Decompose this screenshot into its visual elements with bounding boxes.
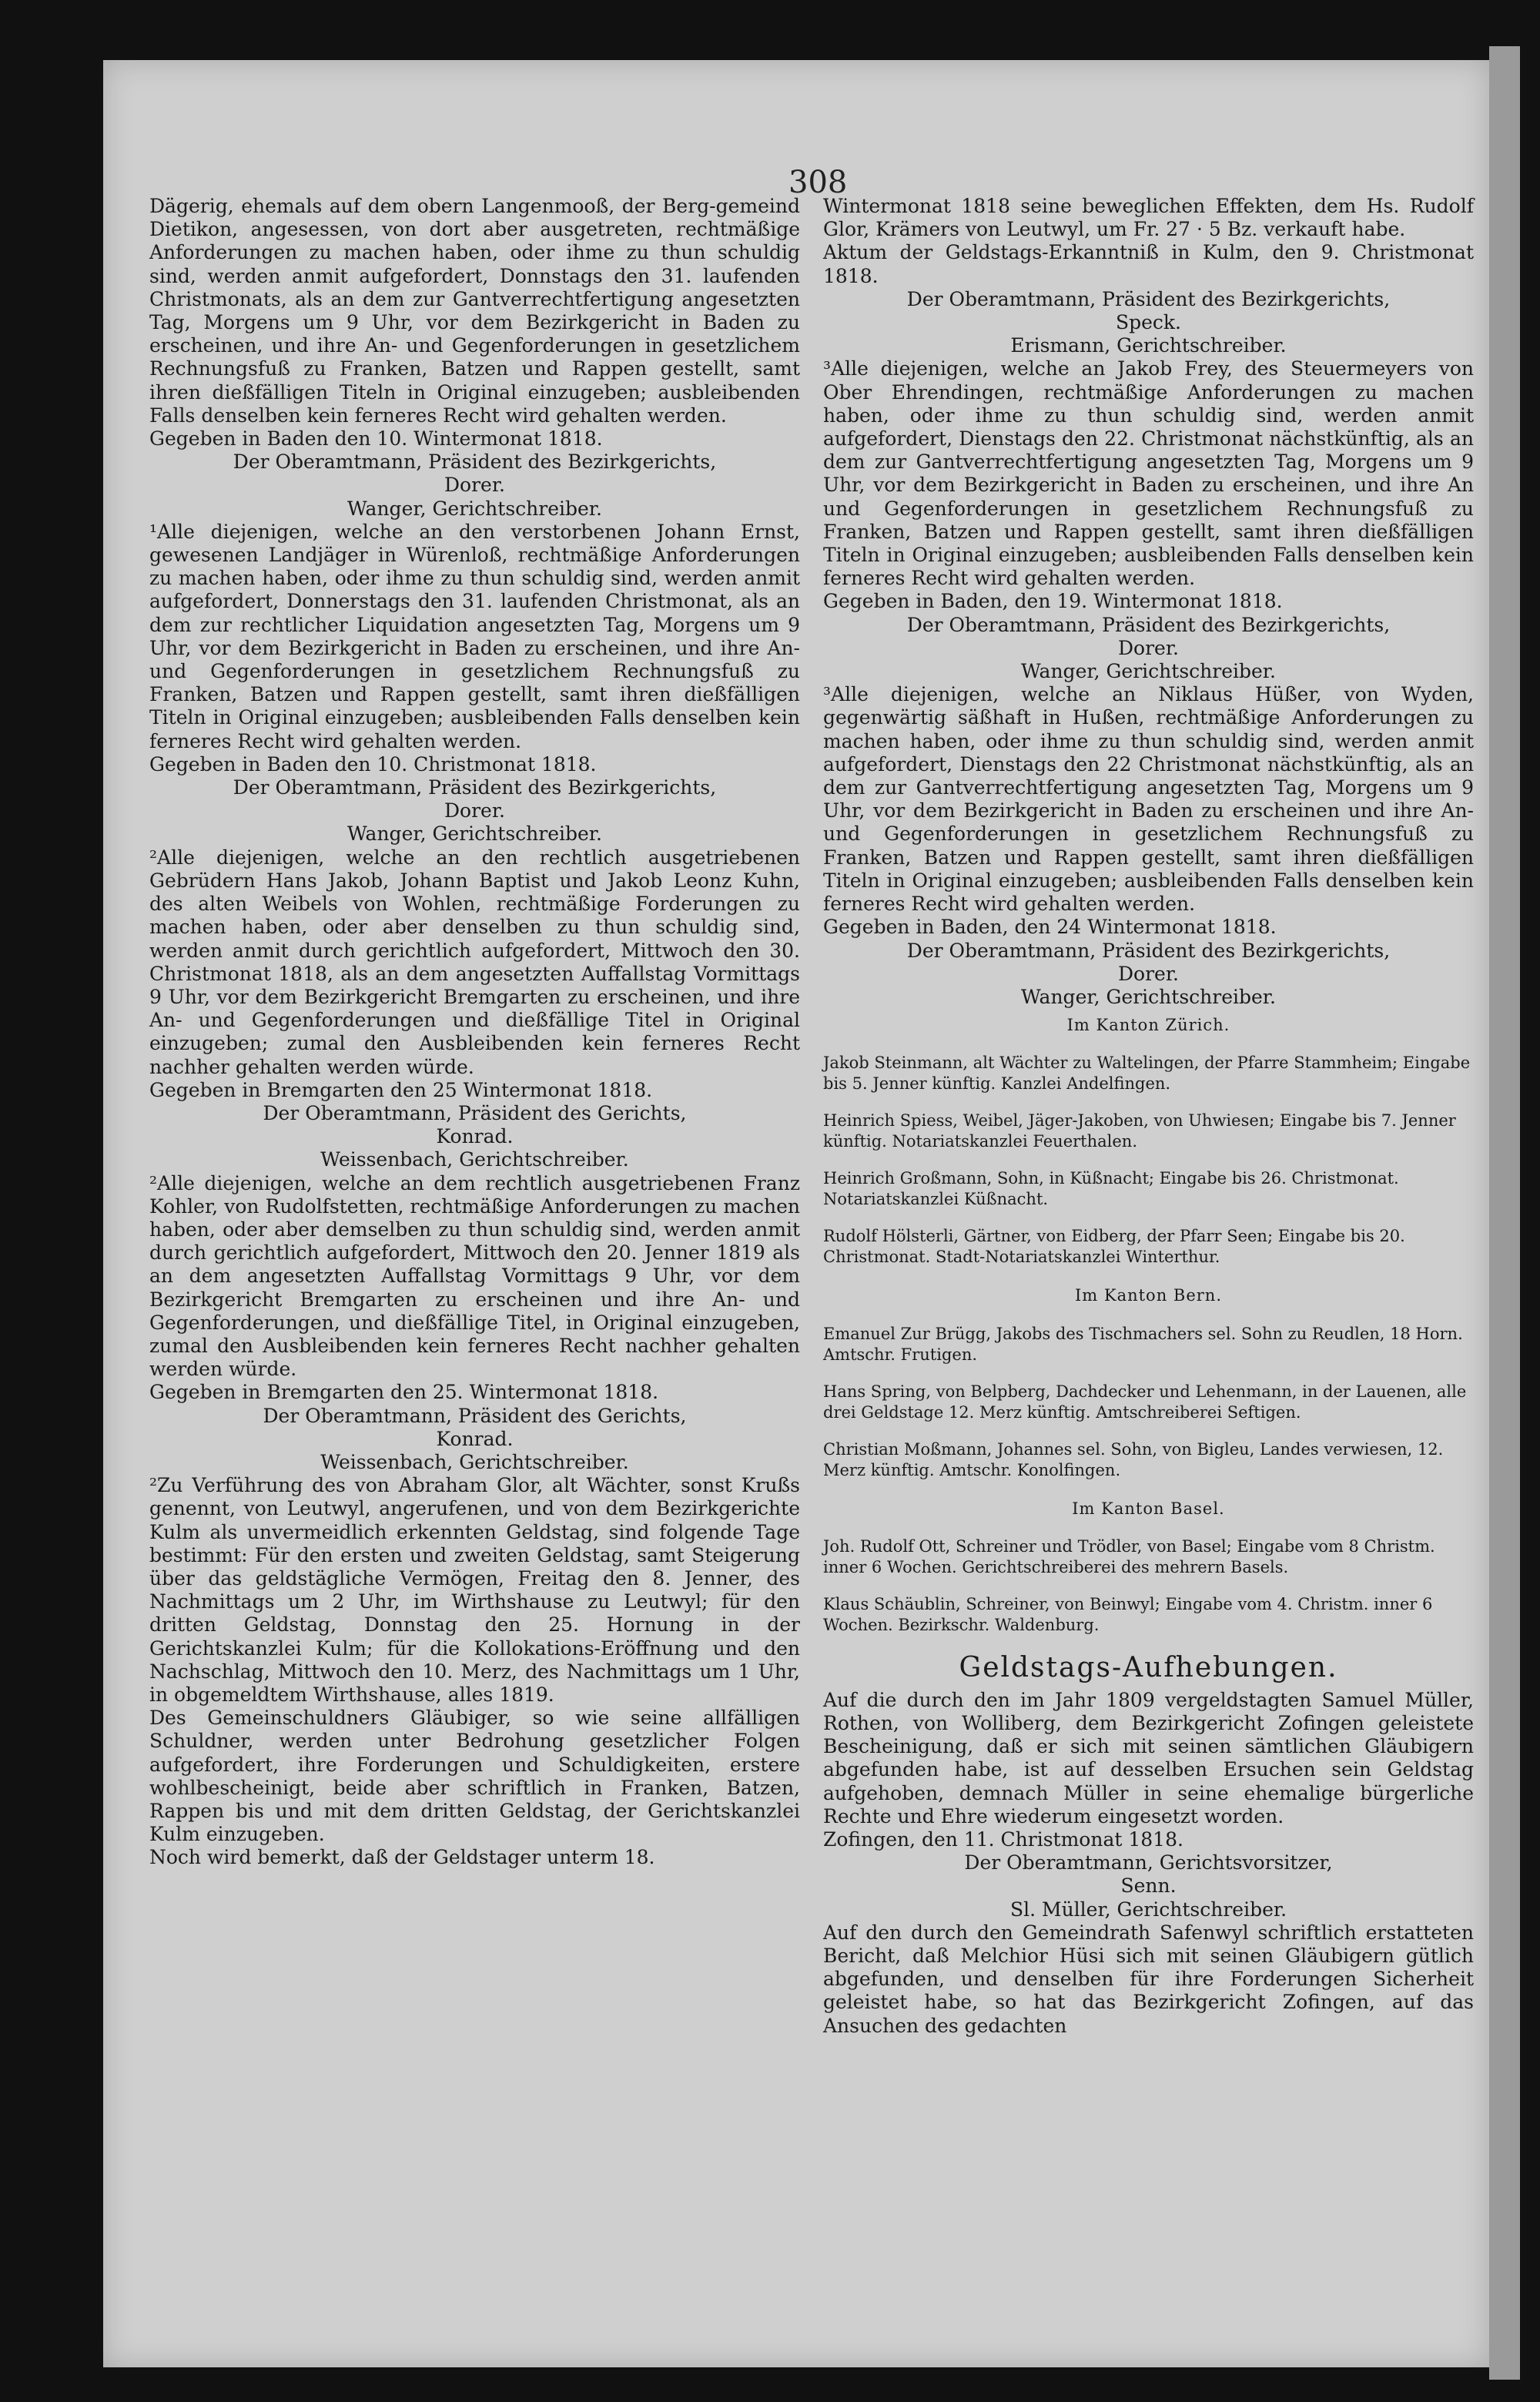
left-block-4: Wanger, Gerichtschreiber.	[347, 497, 602, 520]
right-block-26: Klaus Schäublin, Schreiner, von Beinwyl; Eingabe vom 4. Christm. inner 6 Wochen. Bezirkschr. Waldenburg.	[823, 1594, 1433, 1634]
right-block-14: Wanger, Gerichtschreiber.	[1021, 985, 1276, 1008]
right-block-13: Dorer.	[1118, 962, 1179, 985]
right-block-5: ³Alle diejenigen, welche an Jakob Frey, des Steuermeyers von Ober Ehrendingen, rechtmäßige Anforderungen zu machen haben, oder ihme zu thun schuldig sind, werden anmit aufgefordert, Dienstags den 22. Christmonat nächstkünftig, als an dem zur Gantverrechtfertigung angesetzten Tag, Morgens um 9 Uhr, vor dem Bezirkgericht in Baden zu erscheinen, und ihre An und Gegenforderungen in gesetzlichem Rechnungsfuß zu Franken, Batzen und Rappen gestellt, samt ihren dießfälligen Titeln in Original einzugeben; ausbleibenden Falls denselben kein ferneres Recht wird gehalten werden.	[823, 357, 1474, 590]
left-block-12: Der Oberamtmann, Präsident des Gerichts,	[263, 1101, 687, 1124]
left-block-9: Wanger, Gerichtschreiber.	[347, 822, 602, 846]
left-block-13: Konrad.	[436, 1125, 514, 1148]
right-block-4: Erismann, Gerichtschreiber.	[1010, 334, 1287, 357]
right-block-30: Der Oberamtmann, Gerichtsvorsitzer,	[964, 1851, 1333, 1874]
right-block-29: Zofingen, den 11. Christmonat 1818.	[823, 1827, 1183, 1851]
left-block-17: Der Oberamtmann, Präsident des Gerichts,	[263, 1404, 687, 1427]
right-block-15: Im Kanton Zürich.	[1066, 1016, 1230, 1035]
left-block-18: Konrad.	[436, 1427, 514, 1450]
right-block-31: Senn.	[1120, 1874, 1177, 1898]
left-block-19: Weissenbach, Gerichtschreiber.	[320, 1450, 629, 1473]
right-block-8: Dorer.	[1118, 636, 1179, 659]
right-block-22: Hans Spring, von Belpberg, Dachdecker und Lehenmann, in der Lauenen, alle drei Geldstage 12. Merz künftig. Amtschreiberei Seftigen.	[823, 1382, 1467, 1422]
left-block-5: ¹Alle diejenigen, welche an den verstorbenen Johann Ernst, gewesenen Landjäger in Würenloß, rechtmäßige Anforderungen zu machen haben, oder ihme zu thun schuldig sind, werden anmit aufgefordert, Donnerstags den 31. laufenden Christmonat, als an dem zur rechtlicher Liquidation angesetzten Tag, Morgens um 9 Uhr, vor dem Bezirkgericht in Baden zu erscheinen, und ihre An- und Gegenforderungen in gesetzlichem Rechnungsfuß zu Franken, Batzen und Rappen gestellt, samt ihren dießfälligen Titeln in Original einzugeben; ausbleibenden Falls denselben kein ferneres Recht wird gehalten werden.	[149, 520, 800, 752]
right-block-24: Im Kanton Basel.	[1072, 1499, 1225, 1518]
right-block-23: Christian Moßmann, Johannes sel. Sohn, von Bigleu, Landes verwiesen, 12. Merz künftig. Amtschr. Konolfingen.	[823, 1439, 1444, 1479]
scanned-page	[103, 60, 1489, 2367]
left-block-0: Dägerig, ehemals auf dem obern Langenmooß, der Berg-gemeind Dietikon, angesessen, von dort aber ausgetreten, rechtmäßige Anforderungen zu machen haben, oder ihme zu thun schuldig sind, werden anmit aufgefordert, Donnstags den 31. laufenden Christmonats, als an dem zur Gantverrechtfertigung angesetzten Tag, Morgens um 9 Uhr, vor dem Bezirkgericht in Baden zu erscheinen, und ihre An- und Gegenforderungen in gesetzlichem Rechnungsfuß zu Franken, Batzen und Rappen gestellt, samt ihren dießfälligen Titeln in Original einzugeben; ausbleibenden Falls denselben kein ferneres Recht wird gehalten werden.	[149, 195, 800, 427]
right-block-11: Gegeben in Baden, den 24 Wintermonat 1818.	[823, 916, 1277, 939]
left-block-6: Gegeben in Baden den 10. Christmonat 1818.	[149, 752, 597, 776]
right-block-21: Emanuel Zur Brügg, Jakobs des Tischmachers sel. Sohn zu Reudlen, 18 Horn. Amtschr. Frutigen.	[823, 1324, 1463, 1364]
left-block-16: Gegeben in Bremgarten den 25. Wintermonat 1818.	[149, 1381, 659, 1404]
left-block-2: Der Oberamtmann, Präsident des Bezirkgerichts,	[233, 451, 717, 474]
right-block-3: Speck.	[1115, 311, 1182, 334]
left-block-21: Des Gemeinschuldners Gläubiger, so wie seine allfälligen Schuldner, werden unter Bedrohung gesetzlicher Folgen aufgefordert, ihre Forderungen und Schuldigkeiten, erstere wohlbescheinigt, beide aber schriftlich in Franken, Batzen, Rappen bis und mit dem dritten Geldstag, der Gerichtskanzlei Kulm einzugeben.	[149, 1707, 800, 1846]
right-block-10: ³Alle diejenigen, welche an Niklaus Hüßer, von Wyden, gegenwärtig säßhaft in Hußen, rechtmäßige Anforderungen zu machen haben, oder ihme zu thun schuldig sind, werden anmit aufgefordert, Dienstags den 22 Christmonat nächstkünftig, als an dem zur Gantverrechtfertigung angesetzten Tag, Morgens um 9 Uhr, vor dem Bezirkgericht in Baden zu erscheinen und ihre An- und Gegenforderungen in gesetzlichem Rechnungsfuß zu Franken, Batzen und Rappen gestellt, samt ihren dießfälligen Titeln in Original einzugeben; ausbleibenden Falls denselben kein ferneres Recht wird gehalten werden.	[823, 683, 1474, 916]
right-block-20: Im Kanton Bern.	[1075, 1286, 1222, 1305]
right-block-7: Der Oberamtmann, Präsident des Bezirkgerichts,	[906, 613, 1391, 636]
right-block-33: Auf den durch den Gemeindrath Safenwyl schriftlich erstatteten Bericht, daß Melchior Hüsi sich mit seinen Gläubigern gütlich abgefunden, und denselben für ihre Forderungen Sicherheit geleistet habe, so hat das Bezirkgericht Zofingen, auf das Ansuchen des gedachten	[823, 1921, 1474, 2037]
right-block-0: Wintermonat 1818 seine beweglichen Effekten, dem Hs. Rudolf Glor, Krämers von Leutwyl, um Fr. 27 · 5 Bz. verkauft habe.	[823, 195, 1474, 241]
right-block-25: Joh. Rudolf Ott, Schreiner und Trödler, von Basel; Eingabe vom 8 Christm. inner 6 Wochen. Gerichtschreiberei des mehrern Basels.	[823, 1536, 1435, 1576]
left-block-3: Dorer.	[444, 474, 505, 497]
right-block-9: Wanger, Gerichtschreiber.	[1021, 660, 1276, 683]
left-block-10: ²Alle diejenigen, welche an den rechtlich ausgetriebenen Gebrüdern Hans Jakob, Johann Baptist und Jakob Leonz Kuhn, des alten Weibels von Wohlen, rechtmäßige Forderungen zu machen haben, oder aber denselben zu thun schuldig sind, werden anmit durch gerichtlich aufgefordert, Mittwoch den 30. Christmonat 1818, als an dem angesetzten Auffallstag Vormittags 9 Uhr, vor dem Bezirkgericht Bremgarten zu erscheinen, und ihre An- und Gegenforderungen und dießfällige Titel in Original einzugeben; zumal den Ausbleibenden kein ferneres Recht nachher gehalten werden würde.	[149, 846, 800, 1078]
left-block-8: Dorer.	[444, 799, 505, 822]
right-block-18: Heinrich Großmann, Sohn, in Küßnacht; Eingabe bis 26. Christmonat. Notariatskanzlei Küßnacht.	[823, 1169, 1399, 1209]
left-block-11: Gegeben in Bremgarten den 25 Wintermonat 1818.	[149, 1078, 653, 1101]
right-block-1: Aktum der Geldstags-Erkanntniß in Kulm, den 9. Christmonat 1818.	[823, 241, 1474, 287]
right-column	[823, 195, 1474, 2038]
left-block-22: Noch wird bemerkt, daß der Geldstager unterm 18.	[149, 1846, 655, 1869]
left-block-15: ²Alle diejenigen, welche an dem rechtlich ausgetriebenen Franz Kohler, von Rudolfstetten, rechtmäßige Anforderungen zu machen haben, oder aber demselben zu thun schuldig sind, werden anmit durch gerichtlich aufgefordert, Mittwoch den 20. Jenner 1819 als an dem angesetzten Auffallstag Vormittags 9 Uhr, vor dem Bezirkgericht Bremgarten zu erscheinen und ihre An- und Gegenforderungen, und dießfällige Titel, in Original einzugeben, zumal den Ausbleibenden kein ferneres Recht nachher gehalten werden würde.	[149, 1171, 800, 1381]
right-block-27: Geldstags-Aufhebungen.	[959, 1651, 1338, 1683]
right-block-32: Sl. Müller, Gerichtschreiber.	[1009, 1898, 1287, 1921]
right-block-6: Gegeben in Baden, den 19. Wintermonat 1818.	[823, 590, 1283, 613]
adjacent-page-edge	[1489, 46, 1520, 2380]
left-block-20: ²Zu Verführung des von Abraham Glor, alt Wächter, sonst Krußs genennt, von Leutwyl, angerufenen, und von dem Bezirkgerichte Kulm als unvermeidlich erkennten Geldstag, sind folgende Tage bestimmt: Für den ersten und zweiten Geldstag, samt Steigerung über das geldstägliche Vermögen, Freitag den 8. Jenner, des Nachmittags um 2 Uhr, im Wirthshause zu Leutwyl; für den dritten Geldstag, Donnstag den 25. Hornung in der Gerichtskanzlei Kulm; für die Kollokations-Eröffnung und den Nachschlag, Mittwoch den 10. Merz, des Nachmittags um 1 Uhr, in obgemeldtem Wirthshause, alles 1819.	[149, 1474, 800, 1706]
right-block-16: Jakob Steinmann, alt Wächter zu Waltelingen, der Pfarre Stammheim; Eingabe bis 5. Jenner künftig. Kanzlei Andelfingen.	[823, 1054, 1471, 1094]
right-block-2: Der Oberamtmann, Präsident des Bezirkgerichts,	[906, 287, 1391, 310]
page-number: 308	[788, 165, 848, 200]
left-block-7: Der Oberamtmann, Präsident des Bezirkgerichts,	[233, 776, 717, 799]
left-column	[149, 195, 800, 1870]
right-block-17: Heinrich Spiess, Weibel, Jäger-Jakoben, von Uhwiesen; Eingabe bis 7. Jenner künftig. Notariatskanzlei Feuerthalen.	[823, 1111, 1456, 1151]
right-block-19: Rudolf Hölsterli, Gärtner, von Eidberg, der Pfarr Seen; Eingabe bis 20. Christmonat. Stadt-Notariatskanzlei Winterthur.	[823, 1227, 1405, 1267]
left-block-1: Gegeben in Baden den 10. Wintermonat 1818.	[149, 427, 603, 451]
right-block-12: Der Oberamtmann, Präsident des Bezirkgerichts,	[906, 939, 1391, 962]
left-block-14: Weissenbach, Gerichtschreiber.	[320, 1148, 629, 1171]
right-block-28: Auf die durch den im Jahr 1809 vergeldstagten Samuel Müller, Rothen, von Wolliberg, dem Bezirkgericht Zofingen geleistete Bescheinigung, daß er sich mit seinen sämtlichen Gläubigern abgefunden habe, ist auf desselben Ersuchen sein Geldstag aufgehoben, demnach Müller in seine ehemalige bürgerliche Rechte und Ehre wiederum eingesetzt worden.	[823, 1688, 1474, 1827]
